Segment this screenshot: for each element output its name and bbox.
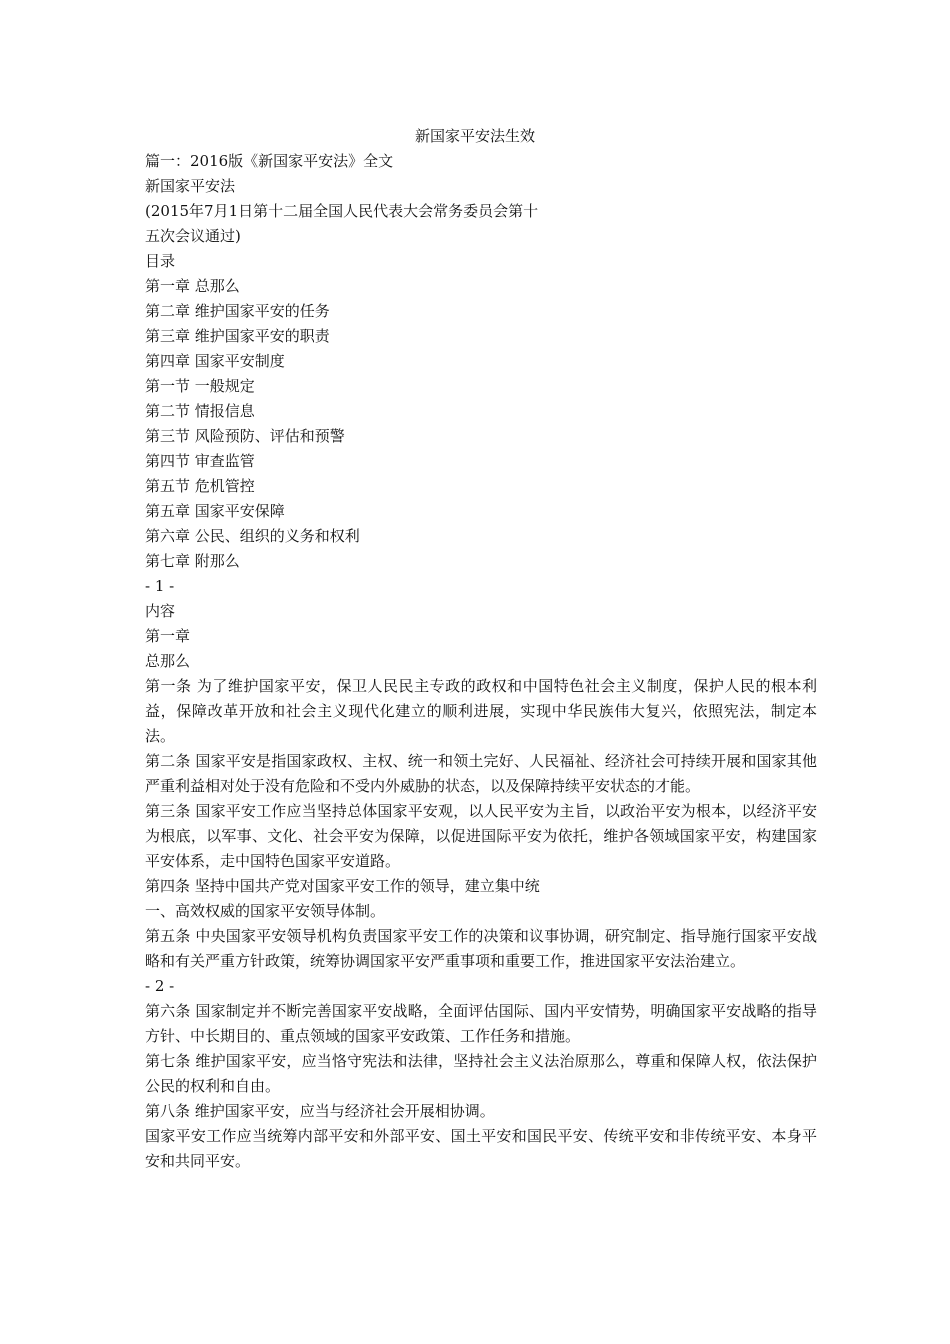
toc-item: 第三章 维护国家平安的职责 (145, 327, 330, 345)
article-paragraph: 第三条 国家平安工作应当坚持总体国家平安观，以人民平安为主旨，以政治平安为根本，以经济平安为根底，以军事、文化、社会平安为保障，以促进国际平安为依托，维护各领域国家平安，构建国家平安体系，走中国特色国家平安道路。 (145, 802, 817, 870)
text-line: 五次会议通过) (145, 227, 241, 245)
article-paragraph: 第七条 维护国家平安，应当恪守宪法和法律，坚持社会主义法治原那么，尊重和保障人权，依法保护公民的权利和自由。 (145, 1052, 817, 1095)
toc-item: 第二节 情报信息 (145, 402, 255, 420)
toc-item: 第四章 国家平安制度 (145, 352, 285, 370)
article-paragraph: 第六条 国家制定并不断完善国家平安战略，全面评估国际、国内平安情势，明确国家平安战略的指导方针、中长期目的、重点领域的国家平安政策、工作任务和措施。 (145, 1002, 817, 1045)
page-number: - 2 - (145, 977, 175, 995)
document-title: 新国家平安法生效 (414, 127, 535, 145)
chapter-heading: 第一章 (145, 627, 191, 645)
article-paragraph: 第五条 中央国家平安领导机构负责国家平安工作的决策和议事协调，研究制定、指导施行国家平安战略和有关严重方针政策，统筹协调国家平安严重事项和重要工作，推进国家平安法治建立。 (145, 927, 817, 970)
toc-item: 第七章 附那么 (145, 552, 240, 570)
article-paragraph: 第一条 为了维护国家平安，保卫人民民主专政的政权和中国特色社会主义制度，保护人民的根本利益，保障改革开放和社会主义现代化建立的顺利进展，实现中华民族伟大复兴，依照宪法，制定本法。 (145, 677, 817, 745)
toc-item: 第二章 维护国家平安的任务 (145, 302, 330, 320)
article-paragraph: 第二条 国家平安是指国家政权、主权、统一和领土完好、人民福祉、经济社会可持续开展和国家其他严重利益相对处于没有危险和不受内外威胁的状态，以及保障持续平安状态的才能。 (145, 752, 817, 795)
text-line: 新国家平安法 (145, 177, 236, 195)
toc-item: 第五节 危机管控 (145, 477, 255, 495)
chapter-title: 总那么 (145, 652, 191, 670)
document-body (145, 149, 817, 1174)
toc-item: 第三节 风险预防、评估和预警 (145, 427, 345, 445)
toc-heading: 目录 (145, 252, 176, 270)
toc-item: 第四节 审查监管 (145, 452, 255, 470)
article-paragraph: 一、高效权威的国家平安领导体制。 (145, 902, 386, 920)
article-paragraph: 第四条 坚持中国共产党对国家平安工作的领导，建立集中统 (145, 877, 540, 895)
toc-item: 第一节 一般规定 (145, 377, 255, 395)
article-paragraph: 第八条 维护国家平安，应当与经济社会开展相协调。 (145, 1102, 495, 1120)
page-number: - 1 - (145, 577, 175, 595)
text-line: (2015年7月1日第十二届全国人民代表大会常务委员会第十 (145, 202, 539, 220)
toc-item: 第六章 公民、组织的义务和权利 (145, 527, 360, 545)
article-paragraph: 国家平安工作应当统筹内部平安和外部平安、国土平安和国民平安、传统平安和非传统平安、本身平安和共同平安。 (145, 1127, 817, 1170)
toc-item: 第一章 总那么 (145, 277, 240, 295)
text-line: 篇一：2016版《新国家平安法》全文 (145, 152, 394, 170)
toc-item: 第五章 国家平安保障 (145, 502, 285, 520)
section-heading: 内容 (145, 602, 176, 620)
